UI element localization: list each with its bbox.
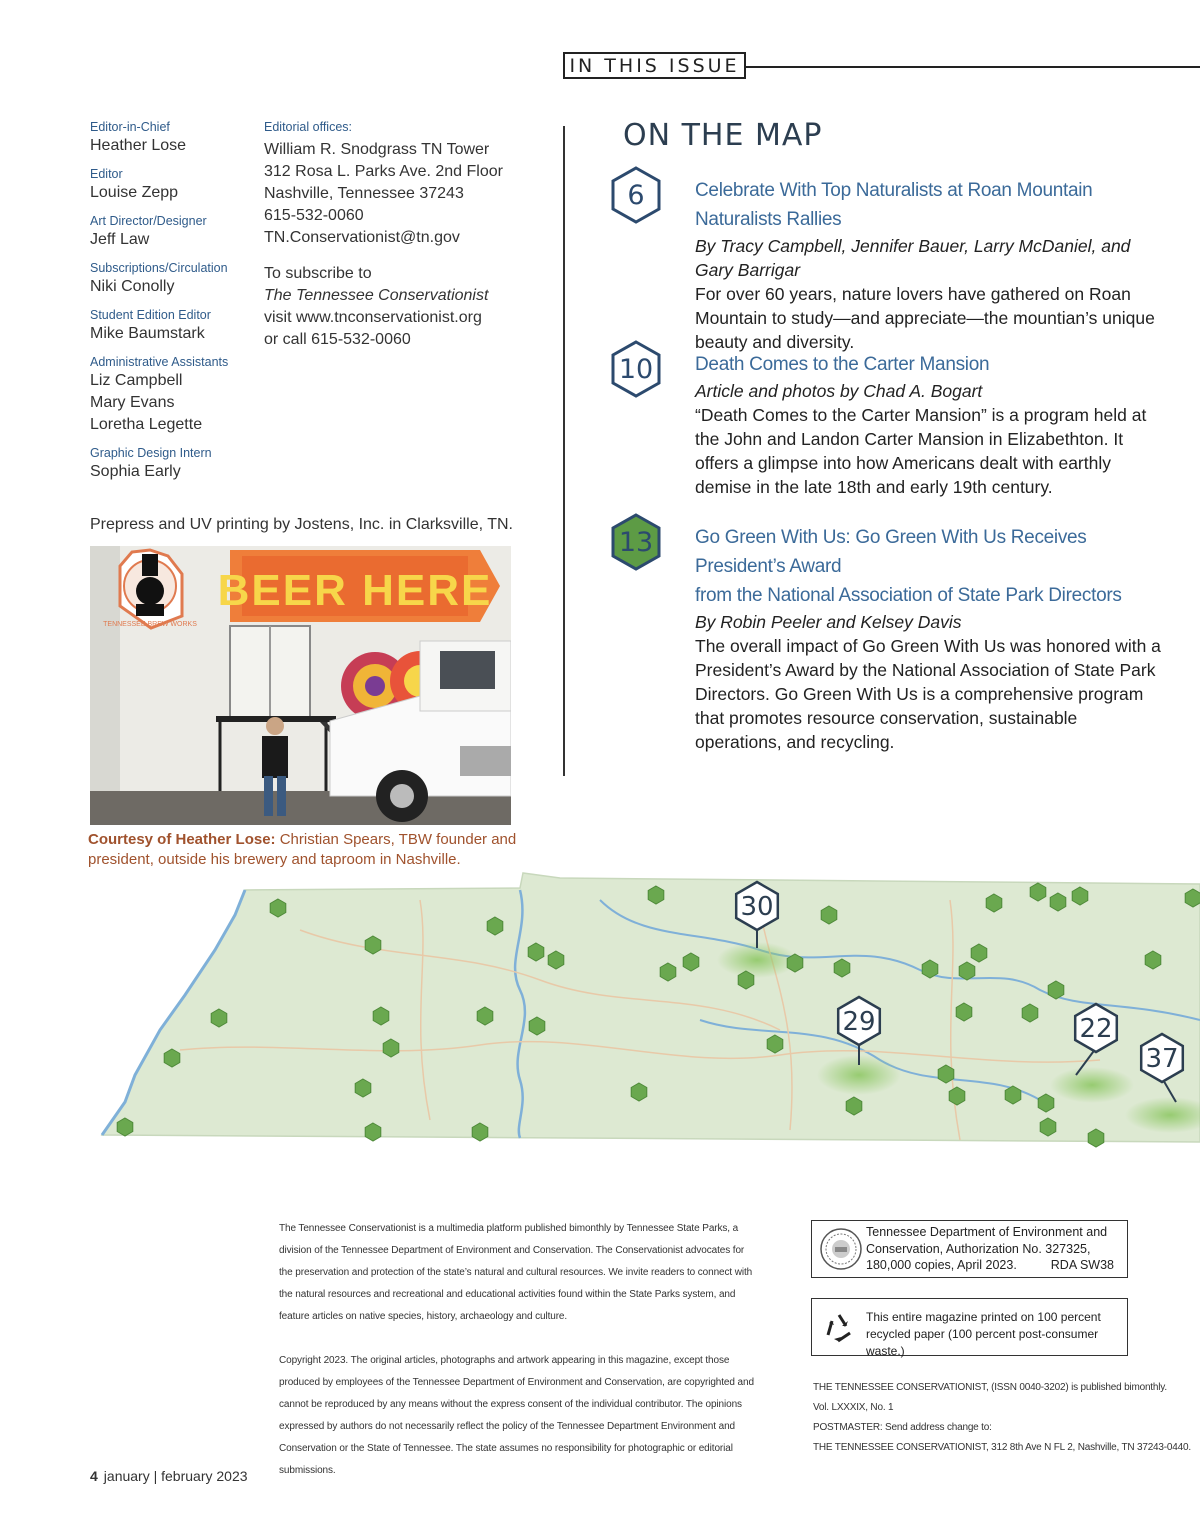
page-number: 4 xyxy=(90,1468,98,1484)
state-park-marker xyxy=(528,943,544,961)
state-park-marker xyxy=(1072,887,1088,905)
office-phone: 615-532-0060 xyxy=(264,207,364,224)
hex-page-badge xyxy=(610,340,662,398)
story-description: “Death Comes to the Carter Mansion” is a program held at the John and Landon Carter Mansion in Elizabethton. It offers a glimpse into how Americans dealt with earthly demise in the late 18th and early 19th century. xyxy=(695,405,1147,497)
map-illustration xyxy=(0,870,1200,1160)
fine-print xyxy=(279,1218,754,1504)
on-the-map-heading: ON THE MAP xyxy=(623,118,823,153)
masthead-entry xyxy=(90,446,270,483)
hex-page-badge xyxy=(610,166,662,224)
masthead-role: Subscriptions/Circulation xyxy=(90,261,228,275)
office-address-line: 312 Rosa L. Parks Ave. 2nd Floor xyxy=(264,163,503,180)
state-park-marker xyxy=(767,1035,783,1053)
state-park-marker xyxy=(472,1123,488,1141)
subscribe-web: visit www.tnconservationist.org xyxy=(264,309,482,326)
beer-here-sign: BEER HERE xyxy=(217,566,493,615)
state-park-marker xyxy=(117,1118,133,1136)
state-park-marker xyxy=(1040,1118,1056,1136)
state-park-marker xyxy=(1048,981,1064,999)
masthead-entry xyxy=(90,167,270,204)
masthead-role: Art Director/Designer xyxy=(90,214,207,228)
masthead-person: Jeff Law xyxy=(90,231,150,248)
state-park-marker xyxy=(365,1123,381,1141)
office-address-line: William R. Snodgrass TN Tower xyxy=(264,141,490,158)
state-park-marker xyxy=(846,1097,862,1115)
story-byline: By Tracy Campbell, Jennifer Bauer, Larry McDaniel, and Gary Barrigar xyxy=(695,236,1131,280)
story-byline: By Robin Peeler and Kelsey Davis xyxy=(695,612,962,632)
authorization-box xyxy=(811,1220,1128,1278)
state-park-marker xyxy=(365,936,381,954)
story-description: For over 60 years, nature lovers have gathered on Roan Mountain to study—and appreciate—the mountian’s unique beauty and diversity. xyxy=(695,284,1155,352)
state-park-marker xyxy=(631,1083,647,1101)
offices-label: Editorial offices: xyxy=(264,120,353,134)
story-description: The overall impact of Go Green With Us was honored with a President’s Award by the National Association of State Park Directors. Go Green With Us is a comprehensive program that promotes resource conservation, sustainable operations, and recycling. xyxy=(695,636,1161,752)
state-park-marker xyxy=(211,1009,227,1027)
office-address-line: Nashville, Tennessee 37243 xyxy=(264,185,464,202)
masthead-person: Niki Conolly xyxy=(90,278,175,295)
masthead-entry xyxy=(90,214,270,251)
masthead-entry xyxy=(90,355,270,436)
map-marker-number: 30 xyxy=(740,892,774,922)
brewery-photo xyxy=(90,546,511,825)
story-title[interactable]: Go Green With Us: Go Green With Us Receives President’s Award xyxy=(695,527,1087,577)
publication-line: THE TENNESSEE CONSERVATIONIST, 312 8th Ave N FL 2, Nashville, TN 37243-0440. xyxy=(813,1442,1191,1453)
issue-date: january | february 2023 xyxy=(103,1468,248,1484)
logo-text: TENNESSEE BREW WORKS xyxy=(103,621,197,628)
tennessee-parks-map xyxy=(0,870,1200,1160)
story-title[interactable]: Death Comes to the Carter Mansion xyxy=(695,354,990,375)
state-park-marker xyxy=(1050,893,1066,911)
story-page-number: 13 xyxy=(618,526,654,558)
recycle-line: This entire magazine printed on 100 percent xyxy=(866,1310,1101,1324)
map-marker-number: 37 xyxy=(1145,1044,1179,1074)
state-park-marker xyxy=(270,899,286,917)
editorial-offices xyxy=(264,120,554,351)
masthead-entry xyxy=(90,308,270,345)
authorization-line: Tennessee Department of Environment and xyxy=(866,1225,1108,1239)
issue-banner-label: IN THIS ISSUE xyxy=(569,54,740,77)
state-park-marker xyxy=(1005,1086,1021,1104)
state-park-marker xyxy=(922,960,938,978)
state-park-marker xyxy=(373,1007,389,1025)
story-title-line-2[interactable]: from the National Association of State Park Directors xyxy=(695,585,1122,606)
state-park-marker xyxy=(1088,1129,1104,1147)
state-park-marker xyxy=(529,1017,545,1035)
masthead-person: Mary Evans xyxy=(90,394,175,411)
state-park-marker xyxy=(487,917,503,935)
office-email: TN.Conservationist@tn.gov xyxy=(264,229,460,246)
recycled-paper-box xyxy=(811,1298,1128,1356)
publication-statement xyxy=(813,1378,1193,1458)
photo-caption xyxy=(88,830,528,870)
copyright-statement: Copyright 2023. The original articles, photographs and artwork appearing in this magazine, except those produced by employees of the Tennessee Department of Environment and Conservation, are copyrighted and cannot be reproduced by any means without the express consent of the individual contributor. The opinions expressed by authors do not necessarily reflect the policy of the Tennessee Department Environment and Conservation or the State of Tennessee. The state assumes no responsibility for photographic or editorial submissions. xyxy=(279,1355,754,1476)
state-park-marker xyxy=(986,894,1002,912)
masthead-person: Louise Zepp xyxy=(90,184,179,201)
masthead-entry xyxy=(90,261,270,298)
column-divider xyxy=(563,126,565,776)
subscribe-phone: or call 615-532-0060 xyxy=(264,331,411,348)
publication-line: Vol. LXXXIX, No. 1 xyxy=(813,1402,894,1413)
subscribe-intro: To subscribe to xyxy=(264,265,372,282)
state-park-marker xyxy=(971,944,987,962)
state-park-marker xyxy=(1030,883,1046,901)
state-park-marker xyxy=(949,1087,965,1105)
issue-banner xyxy=(563,52,746,79)
about-statement: The Tennessee Conservationist is a multimedia platform published bimonthly by Tennessee State Parks, a division of the Tennessee Department of Environment and Conservation. The Conservationist advocates for the preservation and protection of the state’s natural and cultural resources. We invite readers to connect with the natural resources and recreational and educational activities found within the State Parks system, and feature articles on native species, history, archaeology and culture. xyxy=(279,1223,753,1322)
banner-rule xyxy=(746,66,1200,68)
masthead-role: Editor-in-Chief xyxy=(90,120,170,134)
state-park-marker xyxy=(959,962,975,980)
map-marker-number: 29 xyxy=(842,1007,876,1037)
subscribe-title: The Tennessee Conservationist xyxy=(264,287,489,304)
story-page-number: 6 xyxy=(627,179,645,211)
masthead-person: Heather Lose xyxy=(90,137,187,154)
masthead-role: Graphic Design Intern xyxy=(90,446,212,460)
state-park-marker xyxy=(1185,889,1200,907)
state-park-marker xyxy=(1022,1004,1038,1022)
state-park-marker xyxy=(787,954,803,972)
state-park-marker xyxy=(821,906,837,924)
masthead-role: Student Edition Editor xyxy=(90,308,211,322)
masthead-role: Administrative Assistants xyxy=(90,355,229,369)
state-park-marker xyxy=(660,963,676,981)
masthead-person: Loretha Legette xyxy=(90,416,203,433)
brewery-photo-illustration xyxy=(90,546,511,825)
state-park-marker xyxy=(738,971,754,989)
state-park-marker xyxy=(477,1007,493,1025)
story-page-number: 10 xyxy=(618,353,654,385)
publication-line: THE TENNESSEE CONSERVATIONIST, (ISSN 0040-3202) is published bimonthly. xyxy=(813,1382,1167,1393)
caption-text: Christian Spears, TBW founder and president, outside his brewery and taproom in Nashville. xyxy=(88,831,517,868)
state-park-marker xyxy=(548,951,564,969)
masthead-entry xyxy=(90,120,270,157)
page-folio xyxy=(90,1468,248,1484)
tennessee-seal-icon xyxy=(819,1227,863,1271)
hex-page-badge-green xyxy=(610,513,662,571)
map-marker-number: 22 xyxy=(1079,1014,1113,1044)
story-title[interactable]: Celebrate With Top Naturalists at Roan Mountain Naturalists Rallies xyxy=(695,180,1093,230)
state-park-marker xyxy=(648,886,664,904)
state-park-marker xyxy=(383,1039,399,1057)
state-park-marker xyxy=(355,1079,371,1097)
state-park-marker xyxy=(1145,951,1161,969)
masthead-person: Liz Campbell xyxy=(90,372,183,389)
state-park-marker xyxy=(956,1003,972,1021)
recycle-line: recycled paper (100 percent post-consumer waste.) xyxy=(866,1327,1099,1358)
publication-line: POSTMASTER: Send address change to: xyxy=(813,1422,992,1433)
state-park-marker xyxy=(834,959,850,977)
masthead-person: Mike Baumstark xyxy=(90,325,205,342)
authorization-line: Conservation, Authorization No. 327325, xyxy=(866,1241,1091,1256)
recycle-icon xyxy=(822,1311,856,1345)
masthead xyxy=(90,120,270,493)
prepress-credit: Prepress and UV printing by Jostens, Inc. in Clarksville, TN. xyxy=(90,516,513,533)
caption-credit: Courtesy of Heather Lose: xyxy=(88,831,276,848)
story-byline: Article and photos by Chad A. Bogart xyxy=(695,381,983,401)
masthead-role: Editor xyxy=(90,167,123,181)
authorization-line: 180,000 copies, April 2023. xyxy=(866,1258,1017,1272)
state-park-marker xyxy=(1038,1094,1054,1112)
masthead-person: Sophia Early xyxy=(90,463,181,480)
state-park-marker xyxy=(938,1065,954,1083)
state-park-marker xyxy=(164,1049,180,1067)
state-park-marker xyxy=(683,953,699,971)
rda-code: RDA SW38 xyxy=(1050,1258,1114,1272)
